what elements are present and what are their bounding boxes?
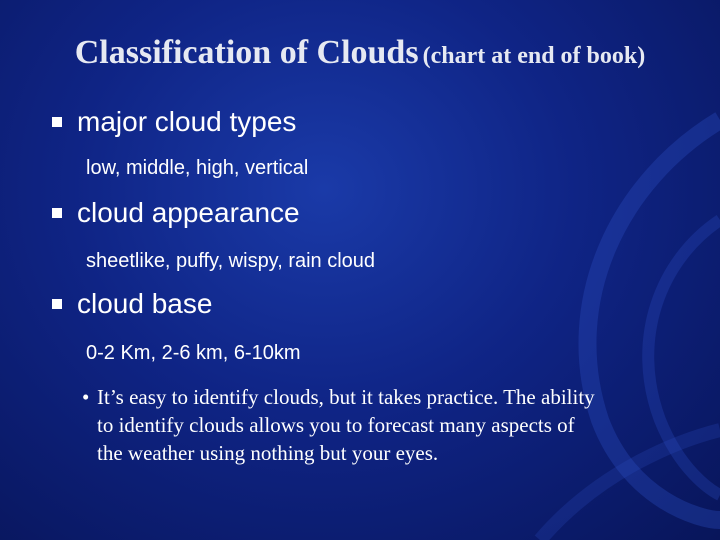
bullet-detail: 0-2 Km, 2-6 km, 6-10km [86, 342, 301, 364]
square-bullet-icon [52, 299, 62, 309]
bullet-label: cloud base [77, 288, 213, 319]
bullet-item-cloud-base [52, 290, 212, 318]
bullet-item-cloud-appearance [52, 199, 300, 227]
title-sub: (chart at end of book) [422, 43, 646, 69]
bullet-detail: low, middle, high, vertical [86, 157, 309, 179]
square-bullet-icon [52, 117, 62, 127]
bullet-detail: sheetlike, puffy, wispy, rain cloud [86, 250, 376, 272]
bullet-item-major-cloud-types [52, 108, 296, 136]
slide-title [0, 34, 720, 72]
round-bullet-icon: • [82, 385, 90, 409]
bullet-label: cloud appearance [77, 197, 300, 228]
bullet-label: major cloud types [77, 106, 297, 137]
square-bullet-icon [52, 208, 62, 218]
note-text: It’s easy to identify clouds, but it takes practice. The ability to identify clouds allows you to forecast many aspects of the weather using nothing but your eyes. [97, 385, 595, 465]
title-main: Classification of Clouds [74, 34, 419, 71]
note-paragraph [82, 383, 602, 467]
